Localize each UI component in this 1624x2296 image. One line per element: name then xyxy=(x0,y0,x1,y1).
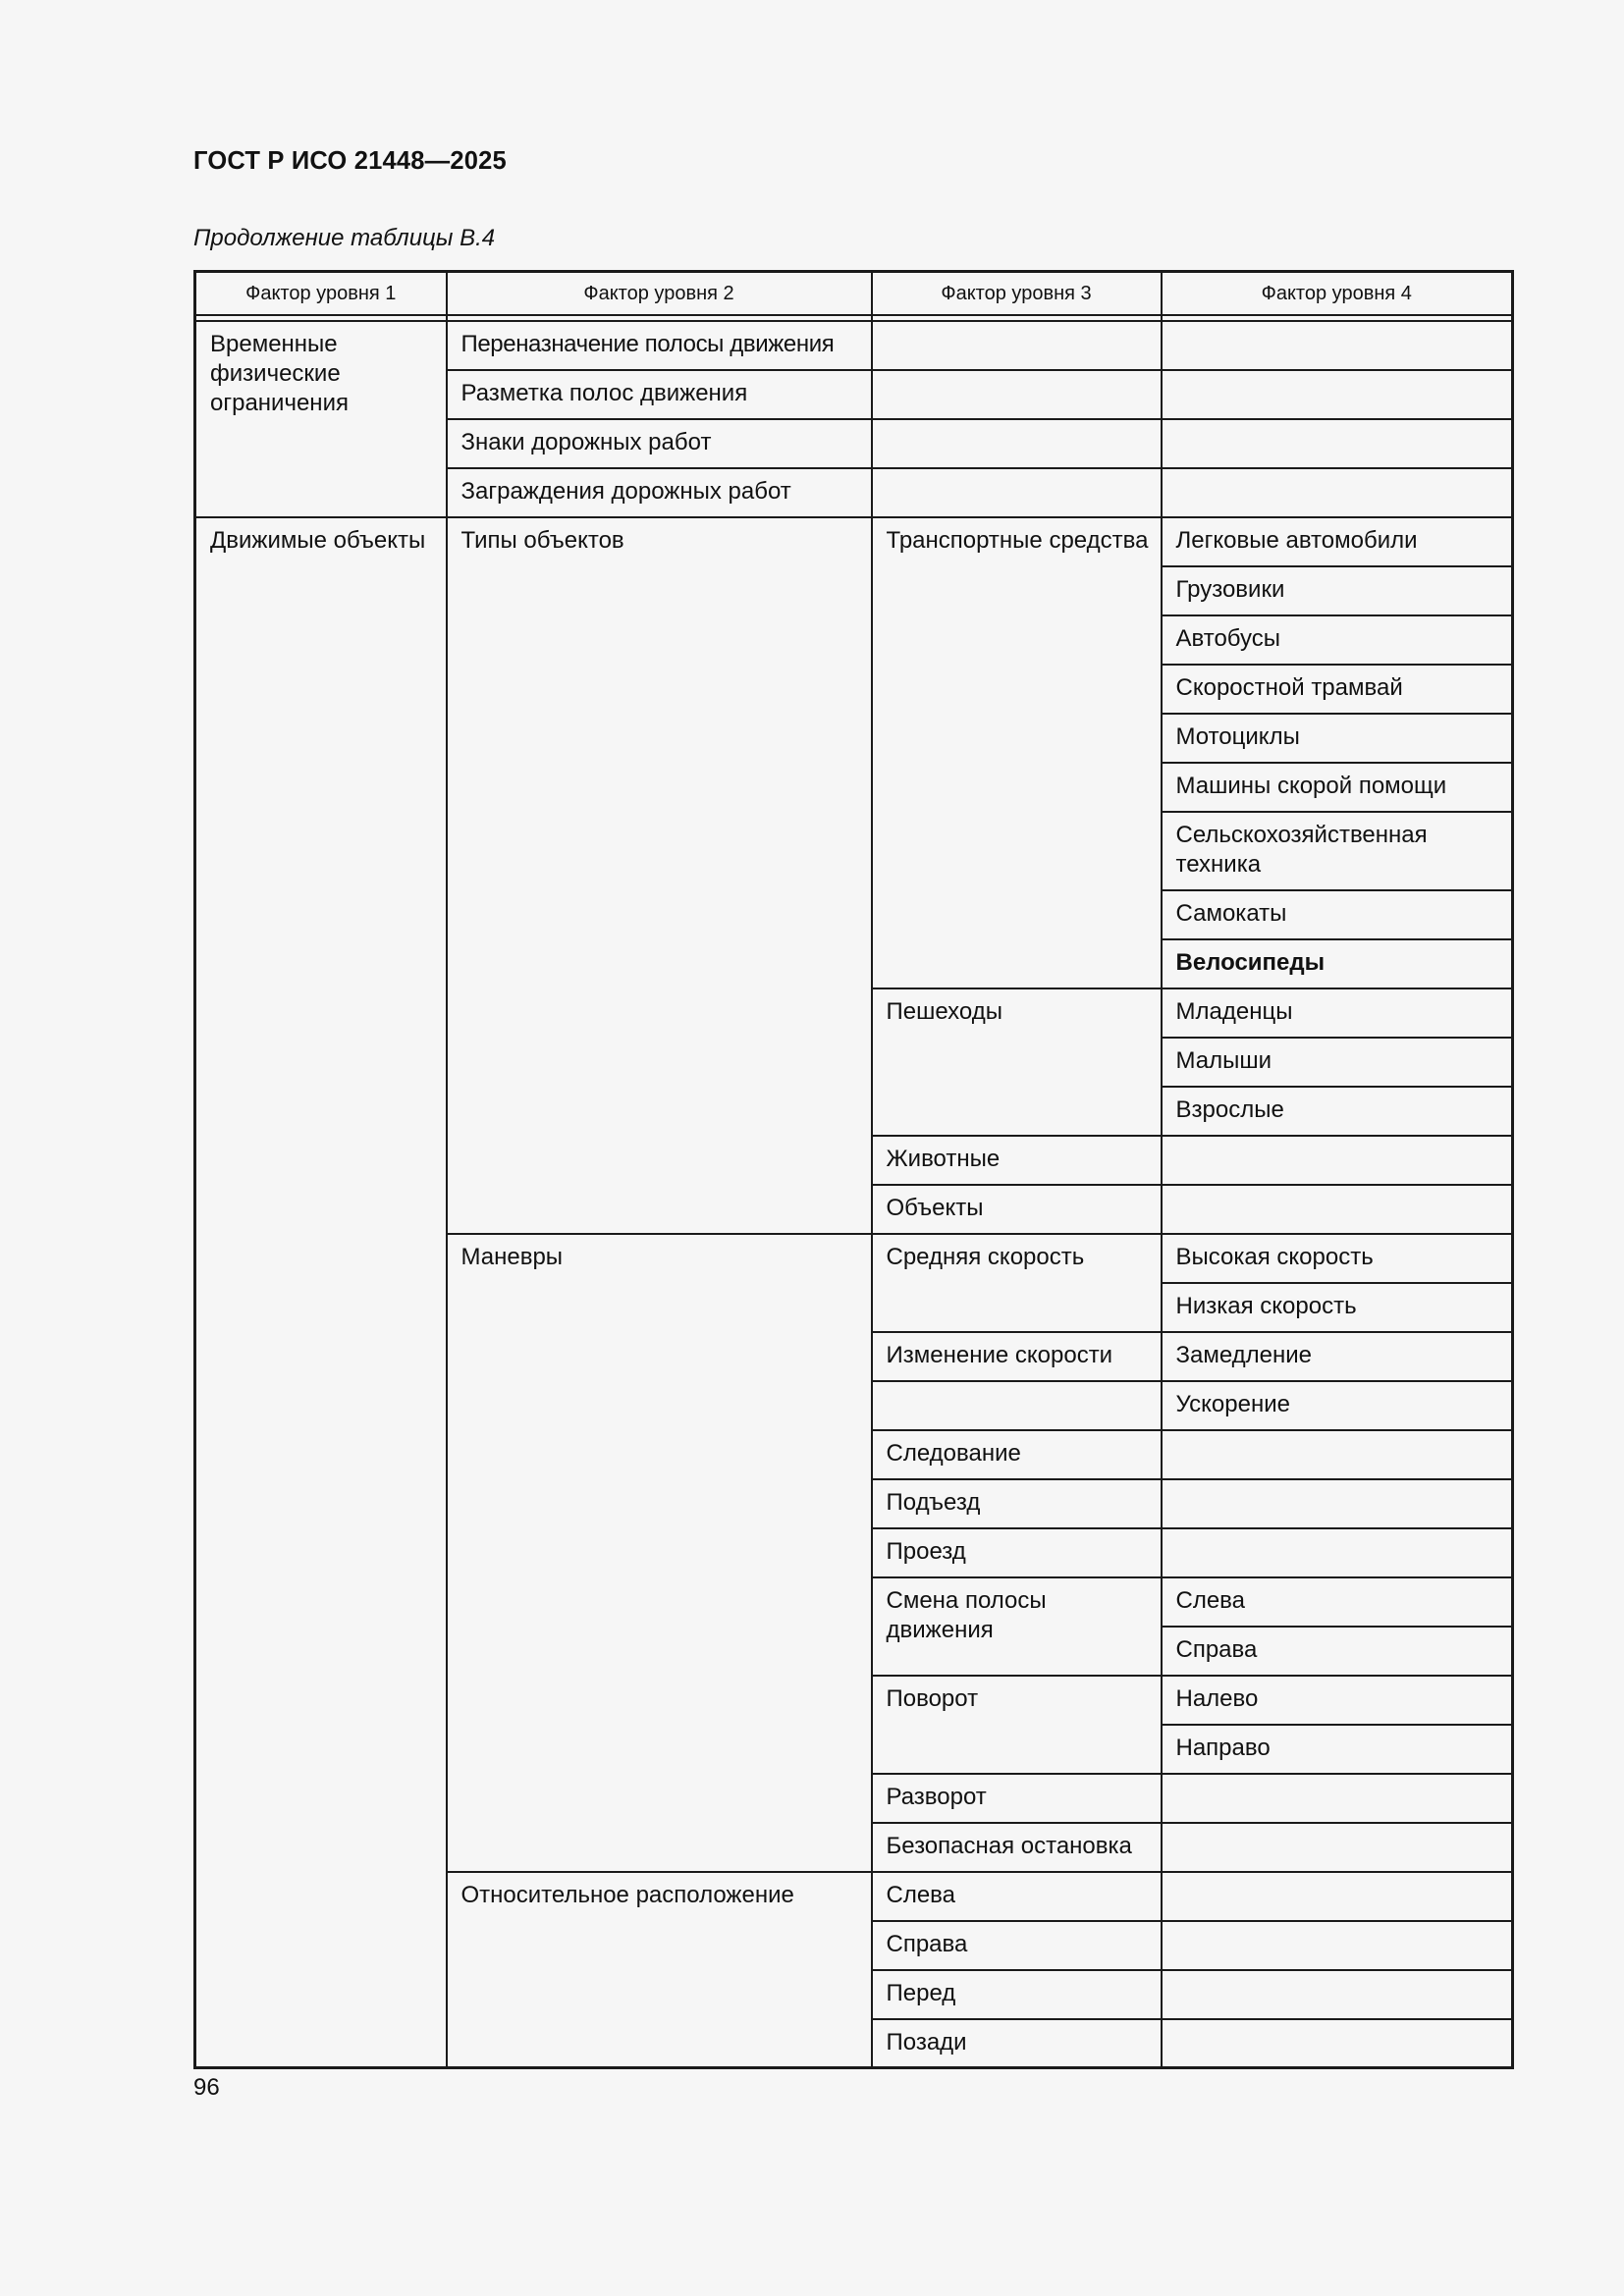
level4-cell xyxy=(1162,1234,1513,1283)
column-header-level-2: Фактор уровня 2 xyxy=(447,272,872,315)
cell-text: Изменение скорости xyxy=(886,1341,1113,1368)
table-caption: Продолжение таблицы В.4 xyxy=(193,225,496,251)
level2-cell xyxy=(447,321,872,370)
cell-text: Легковые автомобили xyxy=(1175,526,1418,554)
level3-cell xyxy=(872,1577,1162,1676)
table-row xyxy=(195,517,1513,566)
level3-cell xyxy=(872,1332,1162,1381)
level4-cell xyxy=(1162,1479,1513,1528)
cell-text: Безопасная остановка xyxy=(886,1832,1132,1859)
level2-cell xyxy=(447,370,872,419)
level4-cell xyxy=(1162,1627,1513,1676)
cell-text: Средняя скорость xyxy=(886,1243,1085,1270)
level4-cell xyxy=(1162,1430,1513,1479)
cell-text: Справа xyxy=(886,1930,968,1957)
level3-cell xyxy=(872,1479,1162,1528)
level4-cell xyxy=(1162,1185,1513,1234)
level2-cell xyxy=(447,419,872,468)
column-header-level-4: Фактор уровня 4 xyxy=(1162,272,1513,315)
level4-cell xyxy=(1162,812,1513,890)
cell-text: Высокая скорость xyxy=(1175,1243,1374,1270)
level4-cell xyxy=(1162,2019,1513,2068)
level4-cell xyxy=(1162,1087,1513,1136)
level4-cell xyxy=(1162,321,1513,370)
document-code: ГОСТ Р ИСО 21448—2025 xyxy=(193,147,507,175)
cell-text: Позади xyxy=(886,2028,967,2056)
level3-cell xyxy=(872,1872,1162,1921)
level4-cell xyxy=(1162,370,1513,419)
level3-cell xyxy=(872,1528,1162,1577)
level3-cell xyxy=(872,1774,1162,1823)
level4-cell xyxy=(1162,1381,1513,1430)
level4-cell xyxy=(1162,468,1513,517)
cell-text: Машины скорой помощи xyxy=(1175,772,1447,799)
cell-text: Типы объектов xyxy=(460,526,624,554)
level4-cell xyxy=(1162,1725,1513,1774)
column-header-level-1: Фактор уровня 1 xyxy=(195,272,447,315)
factor-table xyxy=(193,270,1514,2069)
level2-cell xyxy=(447,1872,872,2068)
level3-cell xyxy=(872,1381,1162,1430)
level4-cell xyxy=(1162,1038,1513,1087)
level3-cell xyxy=(872,988,1162,1136)
cell-text: Грузовики xyxy=(1175,575,1285,603)
level3-cell xyxy=(872,1970,1162,2019)
level4-cell xyxy=(1162,566,1513,615)
cell-text: Разметка полос движения xyxy=(460,379,748,406)
level4-cell xyxy=(1162,1970,1513,2019)
cell-text: Заграждения дорожных работ xyxy=(460,477,791,505)
level4-cell xyxy=(1162,419,1513,468)
cell-text: Взрослые xyxy=(1175,1095,1284,1123)
level4-cell xyxy=(1162,1774,1513,1823)
cell-text: Младенцы xyxy=(1175,997,1293,1025)
cell-text: Подъезд xyxy=(886,1488,981,1516)
page-number: 96 xyxy=(193,2074,220,2101)
level3-cell xyxy=(872,1676,1162,1774)
level3-cell xyxy=(872,1185,1162,1234)
cell-text: Поворот xyxy=(886,1684,979,1712)
cell-text: Велосипеды xyxy=(1175,948,1326,976)
level4-cell xyxy=(1162,890,1513,939)
cell-text: Временные физические ограничения xyxy=(210,330,349,416)
table-header-row xyxy=(195,272,1513,315)
cell-text: Замедление xyxy=(1175,1341,1313,1368)
level4-cell xyxy=(1162,615,1513,665)
level4-cell xyxy=(1162,1823,1513,1872)
cell-text: Налево xyxy=(1175,1684,1259,1712)
cell-text: Ускорение xyxy=(1175,1390,1290,1417)
cell-text: Пешеходы xyxy=(886,997,1002,1025)
level4-cell xyxy=(1162,939,1513,988)
cell-text: Объекты xyxy=(886,1194,984,1221)
cell-text: Транспортные средства xyxy=(886,526,1149,554)
level4-cell xyxy=(1162,1921,1513,1970)
cell-text: Направо xyxy=(1175,1734,1271,1761)
level3-cell xyxy=(872,370,1162,419)
level3-cell xyxy=(872,419,1162,468)
level1-cell xyxy=(195,517,447,2068)
cell-text: Скоростной трамвай xyxy=(1175,673,1403,701)
level4-cell xyxy=(1162,1528,1513,1577)
cell-text: Животные xyxy=(886,1145,1001,1172)
table-row xyxy=(195,321,1513,370)
cell-text: Разворот xyxy=(886,1783,987,1810)
cell-text: Малыши xyxy=(1175,1046,1272,1074)
level4-cell xyxy=(1162,517,1513,566)
level4-cell xyxy=(1162,988,1513,1038)
level4-cell xyxy=(1162,1332,1513,1381)
cell-text: Справа xyxy=(1175,1635,1258,1663)
cell-text: Движимые объекты xyxy=(210,526,426,554)
level4-cell xyxy=(1162,1676,1513,1725)
level2-cell xyxy=(447,468,872,517)
level3-cell xyxy=(872,1136,1162,1185)
level3-cell xyxy=(872,468,1162,517)
level4-cell xyxy=(1162,714,1513,763)
column-header-level-3: Фактор уровня 3 xyxy=(872,272,1162,315)
level4-cell xyxy=(1162,763,1513,812)
level2-cell xyxy=(447,517,872,1234)
level4-cell xyxy=(1162,1283,1513,1332)
cell-text: Следование xyxy=(886,1439,1021,1467)
cell-text: Самокаты xyxy=(1175,899,1287,927)
level4-cell xyxy=(1162,665,1513,714)
cell-text: Слева xyxy=(886,1881,956,1908)
level3-cell xyxy=(872,1430,1162,1479)
cell-text: Мотоциклы xyxy=(1175,722,1300,750)
level3-cell xyxy=(872,321,1162,370)
cell-text: Проезд xyxy=(886,1537,966,1565)
cell-text: Смена полосы движения xyxy=(886,1586,1047,1643)
cell-text: Переназначение полосы движения xyxy=(460,330,835,357)
level3-cell xyxy=(872,1823,1162,1872)
cell-text: Перед xyxy=(886,1979,956,2006)
cell-text: Маневры xyxy=(460,1243,564,1270)
level2-cell xyxy=(447,1234,872,1872)
cell-text: Автобусы xyxy=(1175,624,1280,652)
cell-text: Знаки дорожных работ xyxy=(460,428,712,455)
level1-cell xyxy=(195,321,447,517)
cell-text: Слева xyxy=(1175,1586,1246,1614)
level4-cell xyxy=(1162,1136,1513,1185)
level3-cell xyxy=(872,2019,1162,2068)
cell-text: Сельскохозяйственная техника xyxy=(1175,821,1428,878)
level4-cell xyxy=(1162,1577,1513,1627)
level3-cell xyxy=(872,517,1162,988)
cell-text: Низкая скорость xyxy=(1175,1292,1357,1319)
level3-cell xyxy=(872,1234,1162,1332)
level3-cell xyxy=(872,1921,1162,1970)
cell-text: Относительное расположение xyxy=(460,1881,794,1908)
level4-cell xyxy=(1162,1872,1513,1921)
